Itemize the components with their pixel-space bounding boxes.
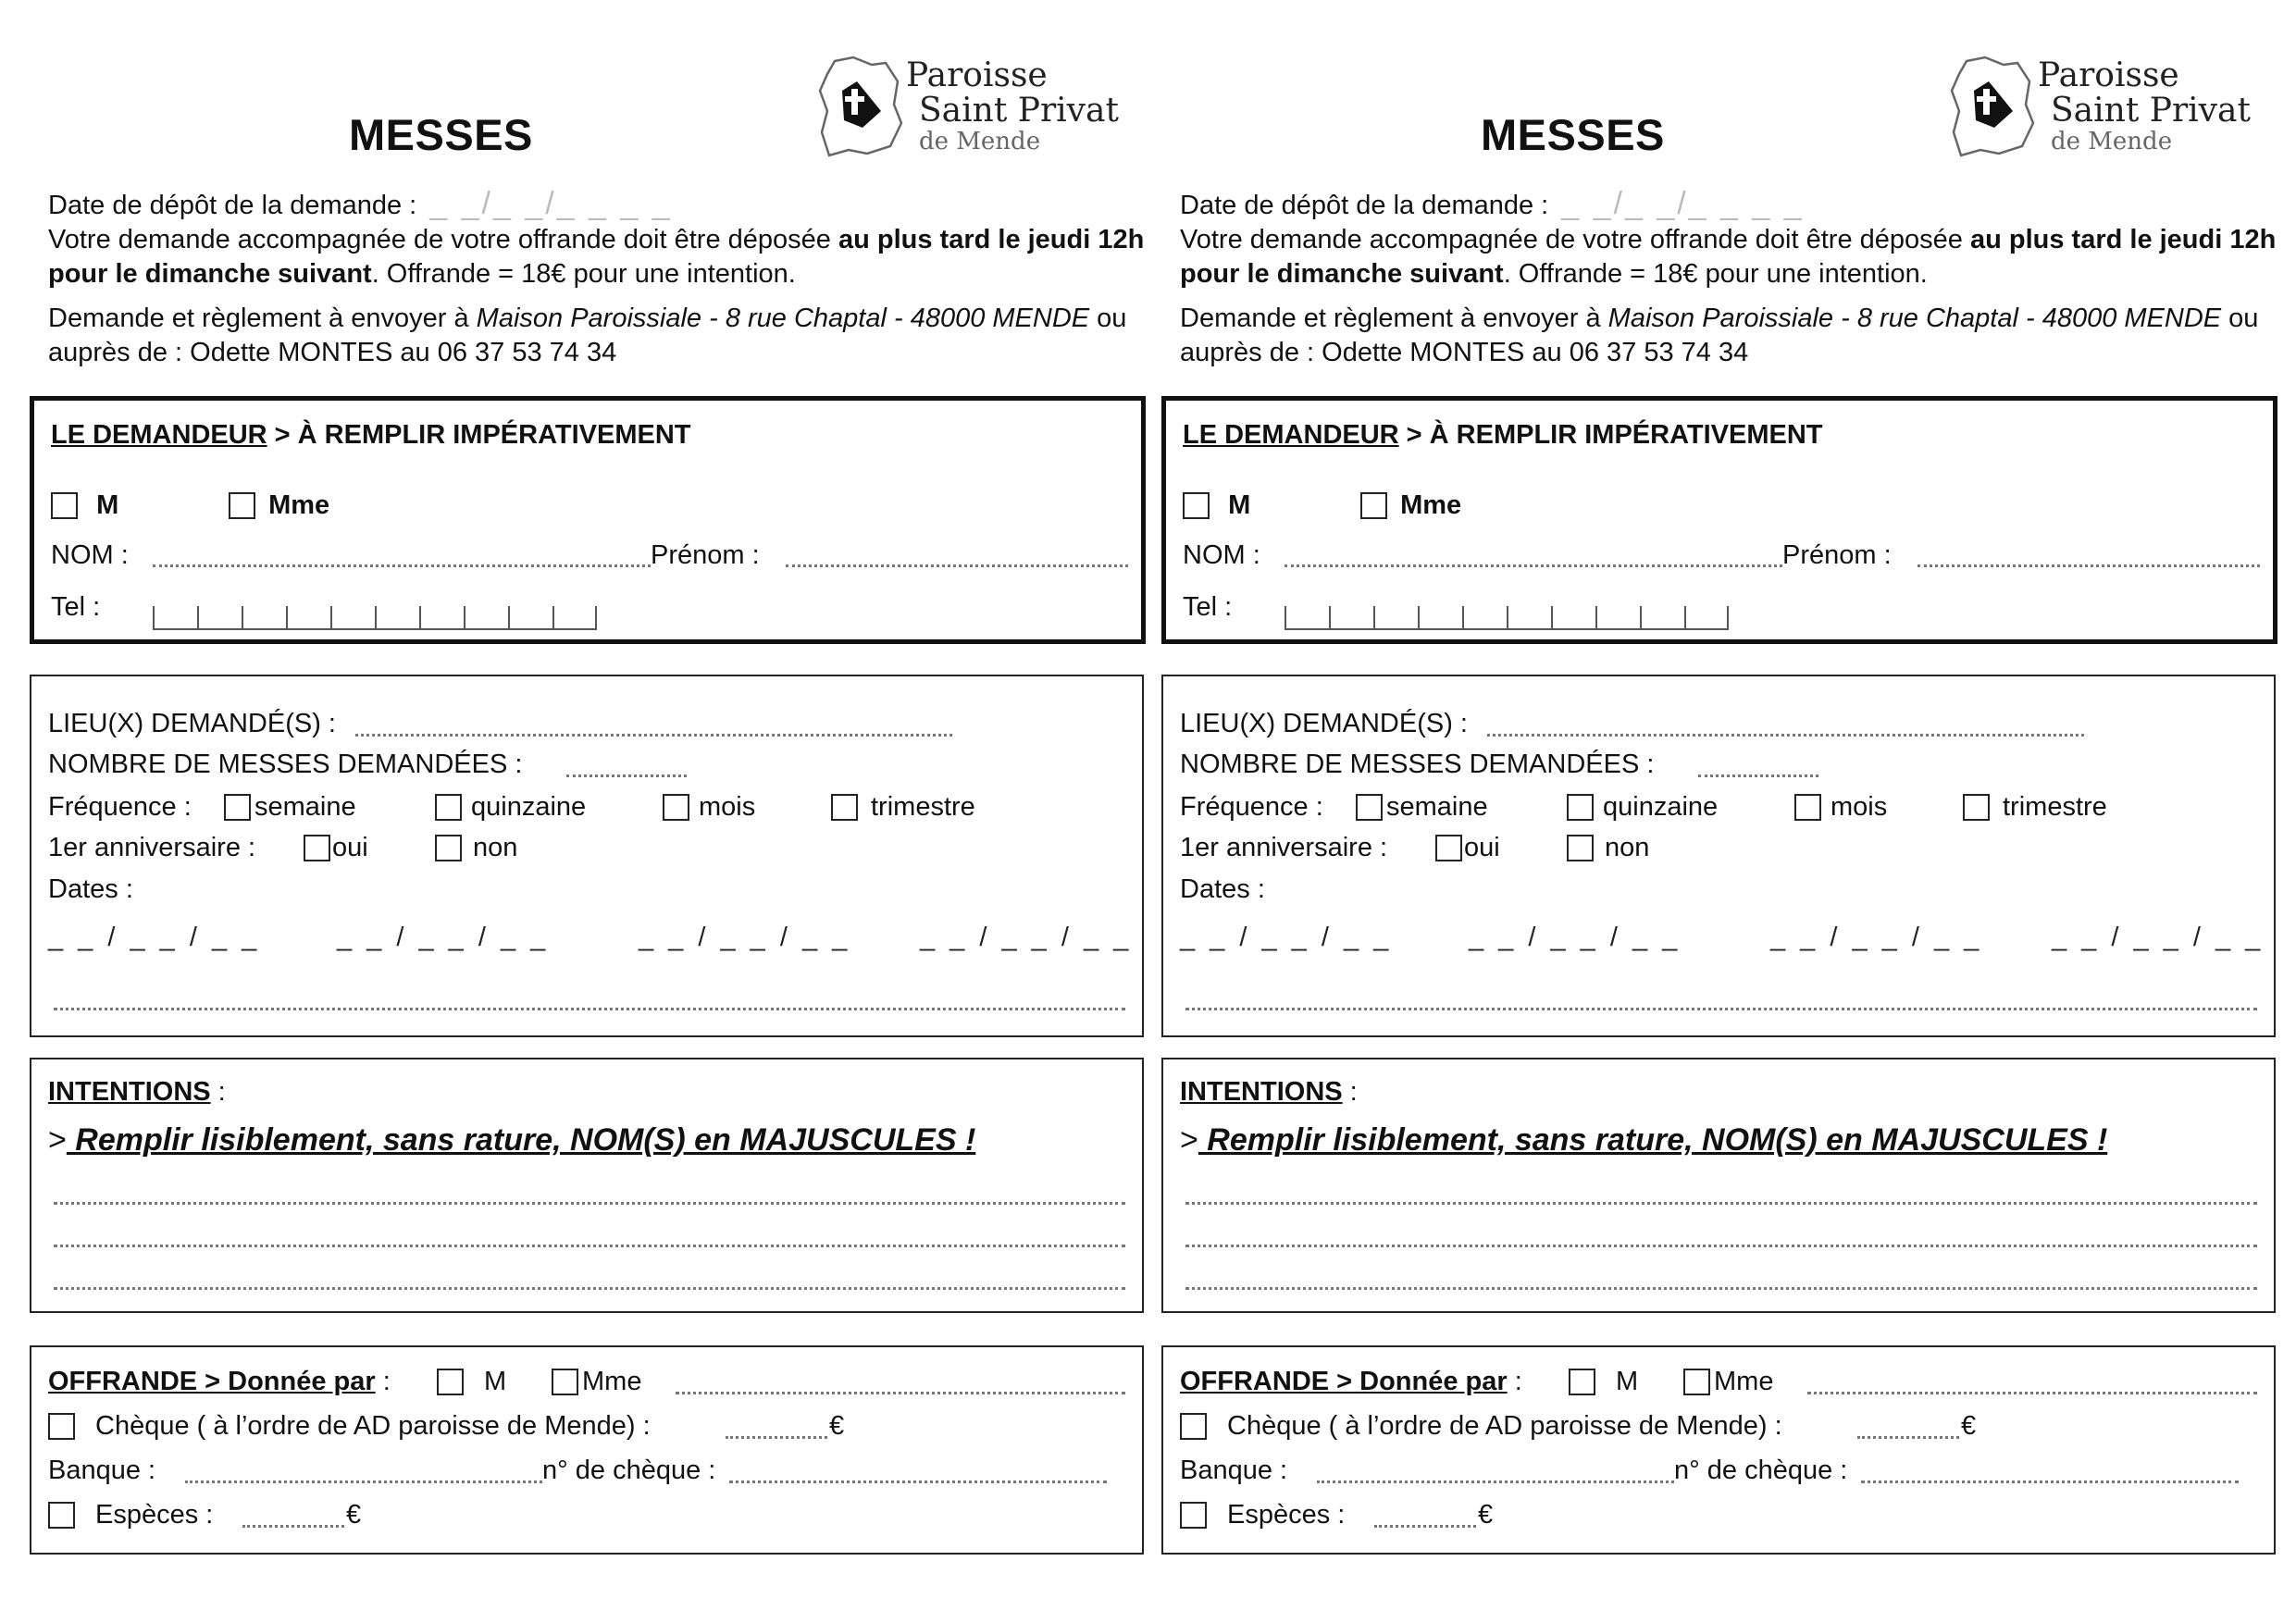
mme-checkbox[interactable] (1360, 492, 1387, 519)
intro-p2: Demande et règlement à envoyer à (48, 304, 477, 333)
intentions-section (30, 1058, 1144, 1313)
intentions-heading: INTENTIONS (48, 1077, 211, 1107)
banque-label: Banque : (48, 1456, 156, 1485)
tel-label: Tel : (1183, 592, 1233, 622)
offrande-mme-label: Mme (1714, 1367, 1774, 1396)
deposit-date-field[interactable]: _ _/_ _/_ _ _ _ (429, 186, 673, 221)
quinzaine-label: quinzaine (1603, 792, 1719, 822)
prenom-label: Prénom : (651, 540, 760, 570)
mois-label: mois (699, 792, 756, 822)
oui-checkbox[interactable] (304, 835, 330, 861)
intro-deadline: au plus tard le jeudi 12h pour le dimanche suivant (1180, 225, 2277, 289)
lieux-label: LIEU(X) DEMANDÉ(S) : (1180, 709, 1468, 738)
prenom-label: Prénom : (1782, 540, 1892, 570)
offrande-m-label: M (484, 1367, 507, 1396)
prenom-field[interactable] (786, 564, 1128, 567)
nombre-label: NOMBRE DE MESSES DEMANDÉES : (48, 750, 523, 779)
cheque-checkbox[interactable] (48, 1413, 75, 1440)
offrande-mme-checkbox[interactable] (1683, 1369, 1710, 1395)
intro-contact: ou auprès de : Odette MONTES au 06 37 53 74 34 (48, 304, 1127, 367)
especes-amount-field[interactable] (1374, 1525, 1476, 1528)
frequence-label: Fréquence : (1180, 792, 1323, 822)
non-checkbox[interactable] (435, 835, 462, 861)
especes-euro: € (1478, 1500, 1494, 1530)
cheque-amount-field[interactable] (726, 1436, 827, 1439)
logo-line-2: Saint Privat (2051, 92, 2251, 130)
logo-line-3: de Mende (919, 128, 1041, 155)
logo-line-3: de Mende (2051, 128, 2173, 155)
trimestre-label: trimestre (2003, 792, 2107, 822)
cheque-euro: € (1961, 1411, 1977, 1441)
semaine-label: semaine (254, 792, 356, 822)
offrande-mme-label: Mme (582, 1367, 642, 1396)
deposit-date-label: Date de dépôt de la demande : (48, 191, 417, 220)
intro-offering: . Offrande = 18€ pour une intention. (1503, 259, 1928, 289)
quinzaine-checkbox[interactable] (435, 794, 462, 821)
messes-section (30, 675, 1144, 1037)
intention-line-2[interactable] (1185, 1245, 2257, 1247)
logo-line-1: Paroisse (906, 56, 1048, 94)
date-field-3[interactable]: _ _ / _ _ / _ _ (1770, 923, 1983, 952)
intention-line-3[interactable] (1185, 1287, 2257, 1290)
intention-line-1[interactable] (1185, 1202, 2257, 1205)
nombre-field[interactable] (1698, 774, 1818, 777)
lieux-label: LIEU(X) DEMANDÉ(S) : (48, 709, 336, 738)
logo-line-1: Paroisse (2038, 56, 2179, 94)
nombre-label: NOMBRE DE MESSES DEMANDÉES : (1180, 750, 1655, 779)
date-field-1[interactable]: _ _ / _ _ / _ _ (48, 923, 261, 952)
parish-map-icon (816, 54, 904, 160)
offrande-colon: : (1507, 1367, 1522, 1396)
parish-logo (816, 54, 1122, 165)
offrande-heading: OFFRANDE > Donnée par (1180, 1367, 1508, 1396)
non-label: non (473, 833, 518, 862)
lieux-field[interactable] (1487, 734, 2084, 737)
cheque-euro: € (829, 1411, 845, 1441)
mois-label: mois (1831, 792, 1888, 822)
demandeur-heading: LE DEMANDEUR (1183, 420, 1399, 450)
date-field-4[interactable]: _ _ / _ _ / _ _ (2052, 923, 2265, 952)
offrande-mme-checkbox[interactable] (552, 1369, 578, 1395)
offrande-m-checkbox[interactable] (437, 1369, 464, 1395)
cheque-checkbox[interactable] (1180, 1413, 1207, 1440)
prenom-field[interactable] (1917, 564, 2260, 567)
intro-p2: Demande et règlement à envoyer à (1180, 304, 1608, 333)
nom-label: NOM : (51, 540, 129, 570)
non-label: non (1605, 833, 1650, 862)
demandeur-heading-rest: > À REMPLIR IMPÉRATIVEMENT (267, 420, 691, 450)
intro-p1: Votre demande accompagnée de votre offrande doit être déposée (48, 225, 838, 254)
lieux-field[interactable] (355, 734, 952, 737)
intention-line-3[interactable] (54, 1287, 1125, 1290)
dates-extra-field[interactable] (54, 1008, 1125, 1010)
parish-logo (1948, 54, 2253, 165)
offrande-m-label: M (1616, 1367, 1639, 1396)
mois-checkbox[interactable] (1794, 794, 1821, 821)
intro-text (1180, 187, 2281, 370)
m-label: M (96, 490, 119, 520)
intentions-prefix: > (48, 1122, 67, 1158)
quinzaine-label: quinzaine (471, 792, 587, 822)
dates-label: Dates : (1180, 874, 1265, 904)
date-field-2[interactable]: _ _ / _ _ / _ _ (337, 923, 550, 952)
logo-line-2: Saint Privat (919, 92, 1119, 130)
intro-text (48, 187, 1149, 370)
intentions-prefix: > (1180, 1122, 1198, 1158)
especes-amount-field[interactable] (242, 1525, 344, 1528)
mass-request-form (1161, 0, 2281, 1623)
form-title: MESSES (349, 110, 533, 159)
nom-label: NOM : (1183, 540, 1260, 570)
offrande-name-field[interactable] (676, 1392, 1125, 1394)
demandeur-heading: LE DEMANDEUR (51, 420, 267, 450)
offrande-name-field[interactable] (1807, 1392, 2257, 1394)
offrande-section (30, 1345, 1144, 1555)
intro-contact: ou auprès de : Odette MONTES au 06 37 53 74 34 (1180, 304, 2259, 367)
oui-label: oui (1464, 833, 1500, 862)
oui-label: oui (332, 833, 368, 862)
quinzaine-checkbox[interactable] (1567, 794, 1594, 821)
especes-checkbox[interactable] (48, 1502, 75, 1529)
demandeur-heading-rest: > À REMPLIR IMPÉRATIVEMENT (1398, 420, 1823, 450)
especes-label: Espèces : (1227, 1500, 1346, 1530)
dates-label: Dates : (48, 874, 133, 904)
nom-field[interactable] (1285, 564, 1782, 567)
nombre-field[interactable] (566, 774, 687, 777)
anniversaire-label: 1er anniversaire : (1180, 833, 1388, 862)
anniversaire-label: 1er anniversaire : (48, 833, 256, 862)
intentions-instruction: Remplir lisiblement, sans rature, NOM(S) en MAJUSCULES ! (1198, 1122, 2108, 1158)
num-cheque-field[interactable] (1861, 1481, 2239, 1483)
mois-checkbox[interactable] (663, 794, 689, 821)
demandeur-section (1161, 396, 2277, 644)
date-field-3[interactable]: _ _ / _ _ / _ _ (639, 923, 851, 952)
semaine-checkbox[interactable] (1356, 794, 1383, 821)
intention-line-2[interactable] (54, 1245, 1125, 1247)
date-field-4[interactable]: _ _ / _ _ / _ _ (920, 923, 1133, 952)
especes-checkbox[interactable] (1180, 1502, 1207, 1529)
form-title: MESSES (1481, 110, 1665, 159)
semaine-checkbox[interactable] (224, 794, 251, 821)
intro-address: Maison Paroissiale - 8 rue Chaptal - 48000 MENDE (476, 304, 1090, 333)
tel-label: Tel : (51, 592, 101, 622)
deposit-date-field[interactable]: _ _/_ _/_ _ _ _ (1561, 186, 1805, 221)
intro-deadline: au plus tard le jeudi 12h pour le dimanche suivant (48, 225, 1145, 289)
offrande-m-checkbox[interactable] (1569, 1369, 1595, 1395)
intentions-colon: : (1342, 1077, 1358, 1107)
offrande-heading: OFFRANDE > Donnée par (48, 1367, 376, 1396)
messes-section (1161, 675, 2276, 1037)
m-checkbox[interactable] (51, 492, 78, 519)
intentions-heading: INTENTIONS (1180, 1077, 1343, 1107)
oui-checkbox[interactable] (1435, 835, 1462, 861)
date-field-2[interactable]: _ _ / _ _ / _ _ (1469, 923, 1682, 952)
num-cheque-label: n° de chèque : (1674, 1456, 1848, 1485)
intentions-colon: : (210, 1077, 226, 1107)
cheque-label: Chèque ( à l’ordre de AD paroisse de Mende) : (95, 1411, 651, 1441)
dates-extra-field[interactable] (1185, 1008, 2257, 1010)
nom-field[interactable] (153, 564, 651, 567)
trimestre-label: trimestre (871, 792, 975, 822)
non-checkbox[interactable] (1567, 835, 1594, 861)
date-field-1[interactable]: _ _ / _ _ / _ _ (1180, 923, 1393, 952)
especes-label: Espèces : (95, 1500, 214, 1530)
mass-request-form (30, 0, 1149, 1623)
frequence-label: Fréquence : (48, 792, 192, 822)
offrande-colon: : (375, 1367, 391, 1396)
trimestre-checkbox[interactable] (831, 794, 858, 821)
m-label: M (1228, 490, 1251, 520)
banque-field[interactable] (185, 1481, 542, 1483)
num-cheque-field[interactable] (729, 1481, 1107, 1483)
intentions-instruction: Remplir lisiblement, sans rature, NOM(S) en MAJUSCULES ! (66, 1122, 976, 1158)
demandeur-section (30, 396, 1146, 644)
especes-euro: € (346, 1500, 362, 1530)
offrande-section (1161, 1345, 2276, 1555)
tel-field[interactable] (1285, 606, 1729, 630)
banque-field[interactable] (1317, 1481, 1674, 1483)
cheque-label: Chèque ( à l’ordre de AD paroisse de Mende) : (1227, 1411, 1782, 1441)
trimestre-checkbox[interactable] (1963, 794, 1990, 821)
intro-offering: . Offrande = 18€ pour une intention. (371, 259, 796, 289)
num-cheque-label: n° de chèque : (542, 1456, 716, 1485)
intention-line-1[interactable] (54, 1202, 1125, 1205)
intro-p1: Votre demande accompagnée de votre offrande doit être déposée (1180, 225, 1970, 254)
semaine-label: semaine (1386, 792, 1488, 822)
m-checkbox[interactable] (1183, 492, 1210, 519)
mme-label: Mme (1400, 490, 1462, 520)
cheque-amount-field[interactable] (1857, 1436, 1959, 1439)
tel-field[interactable] (153, 606, 597, 630)
parish-map-icon (1948, 54, 2036, 160)
banque-label: Banque : (1180, 1456, 1288, 1485)
intentions-section (1161, 1058, 2276, 1313)
intro-address: Maison Paroissiale - 8 rue Chaptal - 48000 MENDE (1607, 304, 2222, 333)
mme-checkbox[interactable] (229, 492, 255, 519)
mme-label: Mme (268, 490, 330, 520)
deposit-date-label: Date de dépôt de la demande : (1180, 191, 1549, 220)
